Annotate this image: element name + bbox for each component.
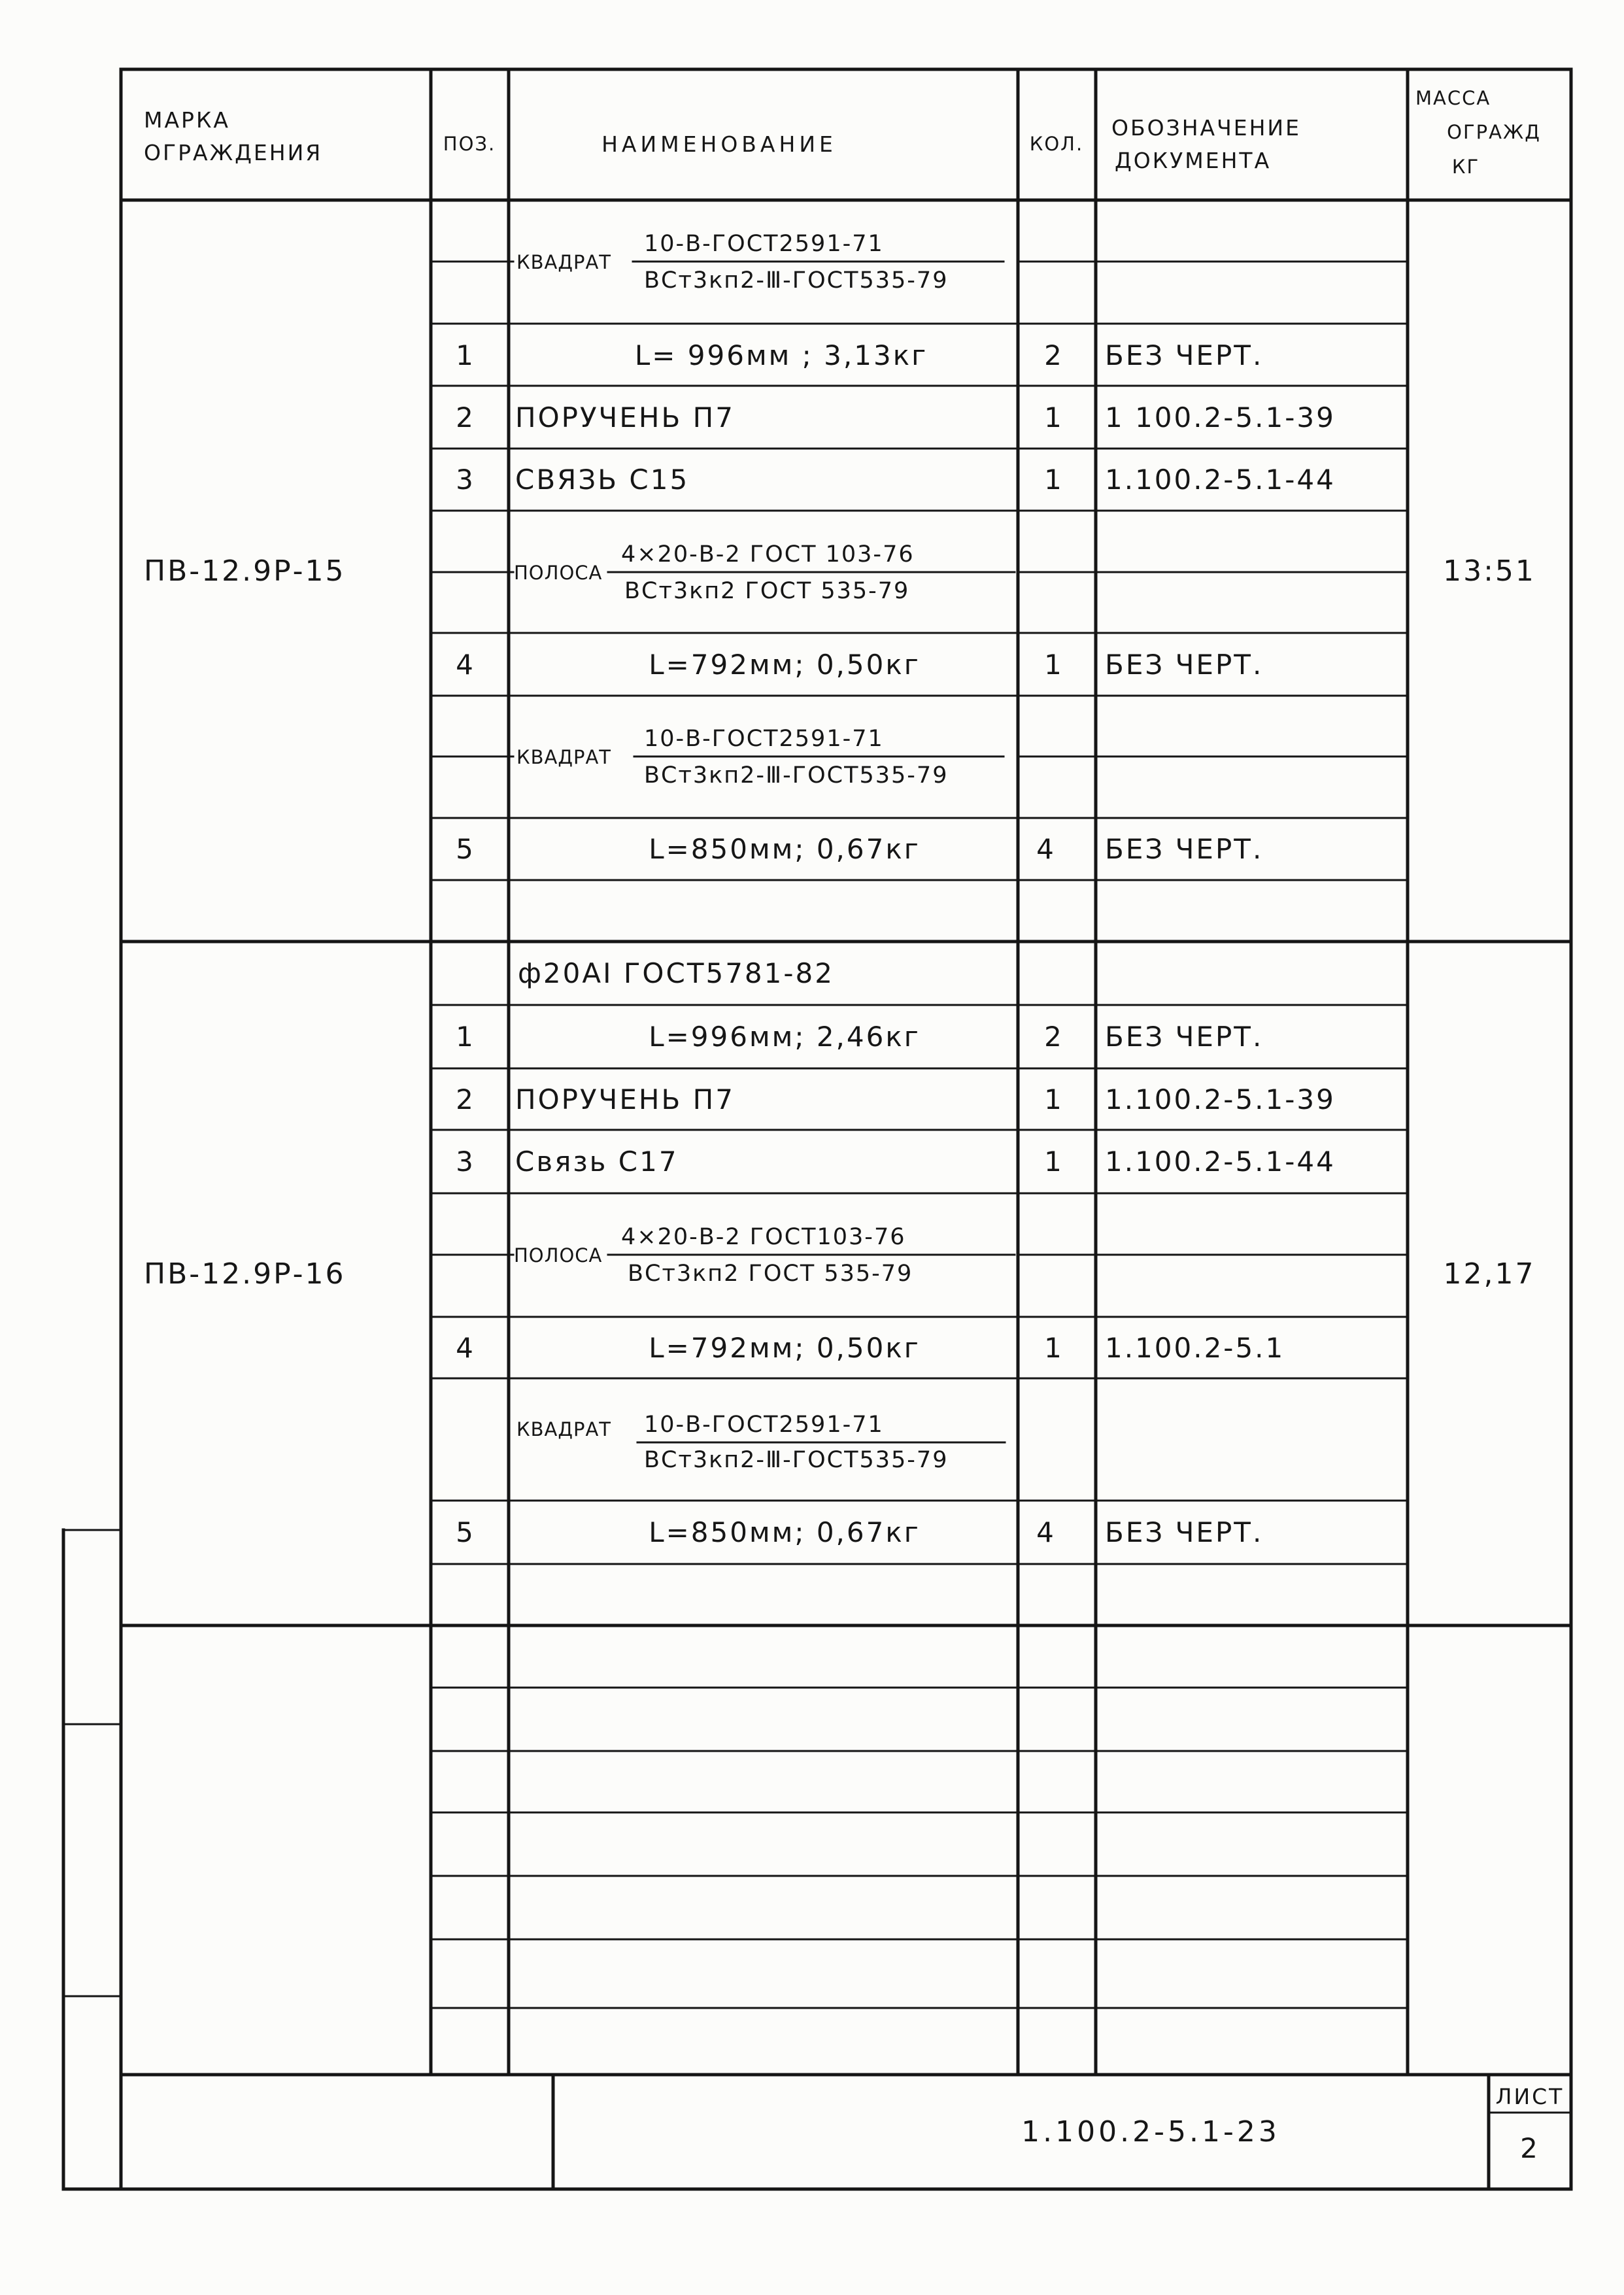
row-quantity: 2 — [1044, 339, 1064, 371]
row-quantity: 1 — [1044, 464, 1064, 496]
row-document: 1.100.2-5.1-44 — [1105, 464, 1336, 496]
material-label: ПОЛОСА — [514, 1244, 603, 1266]
row-document: БЕЗ ЧЕРТ. — [1105, 339, 1264, 371]
row-quantity: 1 — [1044, 1146, 1064, 1178]
table-grid — [63, 69, 1571, 2189]
material-denominator: ВСт3кп2-Ⅲ-ГОСТ535-79 — [644, 762, 949, 789]
row-name: ф20АI ГОСТ5781-82 — [518, 957, 834, 989]
header-marka: МАРКА — [144, 107, 230, 133]
material-numerator: 10-В-ГОСТ2591-71 — [644, 1412, 884, 1438]
header-poz: ПОЗ. — [443, 133, 496, 155]
row-name: СВЯЗЬ С15 — [515, 464, 690, 496]
row-name: Связь С17 — [515, 1146, 679, 1178]
material-denominator: ВСт3кп2 ГОСТ 535-79 — [624, 578, 910, 604]
row-document: БЕЗ ЧЕРТ. — [1105, 1516, 1264, 1548]
row-position: 1 — [456, 339, 475, 371]
material-denominator: ВСт3кп2 ГОСТ 535-79 — [628, 1261, 913, 1287]
material-numerator: 10-В-ГОСТ2591-71 — [644, 726, 884, 752]
section-marka: ПВ-12.9Р-15 — [144, 554, 346, 588]
sheet-label: ЛИСТ — [1495, 2084, 1565, 2109]
material-label: КВАДРАТ — [516, 746, 612, 768]
document-code: 1.100.2-5.1-23 — [1021, 2115, 1280, 2149]
row-document: 1 100.2-5.1-39 — [1105, 401, 1336, 434]
sheet-number: 2 — [1520, 2132, 1540, 2164]
row-quantity: 1 — [1044, 1332, 1064, 1364]
row-position: 5 — [456, 833, 475, 865]
table-header — [144, 87, 1541, 178]
material-numerator: 4×20-В-2 ГОСТ103-76 — [621, 1224, 906, 1250]
header-name: НАИМЕНОВАНИЕ — [601, 131, 837, 157]
row-position: 3 — [456, 1146, 475, 1178]
material-denominator: ВСт3кп2-Ⅲ-ГОСТ535-79 — [644, 267, 949, 294]
material-numerator: 4×20-В-2 ГОСТ 103-76 — [621, 541, 915, 568]
header-doc: ДОКУМЕНТА — [1115, 148, 1272, 173]
row-name: ПОРУЧЕНЬ П7 — [515, 401, 735, 434]
section-pv-12-9r-15 — [144, 231, 1536, 865]
row-name: L=996мм; 2,46кг — [649, 1021, 921, 1053]
section-pv-12-9r-16 — [144, 957, 1535, 1548]
row-position: 2 — [456, 1083, 475, 1115]
row-name: L=850мм; 0,67кг — [649, 1516, 921, 1548]
row-name: L=792мм; 0,50кг — [649, 1332, 921, 1364]
material-label: КВАДРАТ — [516, 1418, 612, 1440]
row-document: 1.100.2-5.1-44 — [1105, 1146, 1336, 1178]
row-position: 5 — [456, 1516, 475, 1548]
header-marka: ОГРАЖДЕНИЯ — [144, 140, 323, 165]
material-denominator: ВСт3кп2-Ⅲ-ГОСТ535-79 — [644, 1447, 949, 1473]
row-document: БЕЗ ЧЕРТ. — [1105, 649, 1264, 681]
row-quantity: 4 — [1036, 1516, 1056, 1548]
row-document: 1.100.2-5.1-39 — [1105, 1083, 1336, 1115]
header-qty: КОЛ. — [1029, 133, 1084, 155]
row-name: ПОРУЧЕНЬ П7 — [515, 1083, 735, 1115]
header-doc: ОБОЗНАЧЕНИЕ — [1111, 115, 1301, 141]
header-mass: МАССА — [1415, 87, 1491, 109]
row-name: L=792мм; 0,50кг — [649, 649, 921, 681]
row-quantity: 2 — [1044, 1021, 1064, 1053]
material-numerator: 10-В-ГОСТ2591-71 — [644, 231, 884, 257]
row-name: L=850мм; 0,67кг — [649, 833, 921, 865]
section-marka: ПВ-12.9Р-16 — [144, 1257, 346, 1291]
row-position: 4 — [456, 1332, 475, 1364]
row-quantity: 1 — [1044, 401, 1064, 434]
row-quantity: 1 — [1044, 649, 1064, 681]
row-position: 3 — [456, 464, 475, 496]
row-quantity: 1 — [1044, 1083, 1064, 1115]
section-mass: 12,17 — [1443, 1257, 1536, 1291]
header-mass: КГ — [1451, 156, 1480, 178]
material-label: ПОЛОСА — [514, 562, 603, 584]
row-document: БЕЗ ЧЕРТ. — [1105, 1021, 1264, 1053]
section-mass: 13:51 — [1443, 554, 1536, 588]
header-mass: ОГРАЖД — [1447, 121, 1541, 143]
row-name: L= 996мм ; 3,13кг — [634, 339, 928, 371]
material-label: КВАДРАТ — [516, 251, 612, 273]
row-document: БЕЗ ЧЕРТ. — [1105, 833, 1264, 865]
row-position: 4 — [456, 649, 475, 681]
row-quantity: 4 — [1036, 833, 1056, 865]
row-document: 1.100.2-5.1 — [1105, 1332, 1285, 1364]
title-block — [1021, 2084, 1564, 2164]
row-position: 1 — [456, 1021, 475, 1053]
row-position: 2 — [456, 401, 475, 434]
